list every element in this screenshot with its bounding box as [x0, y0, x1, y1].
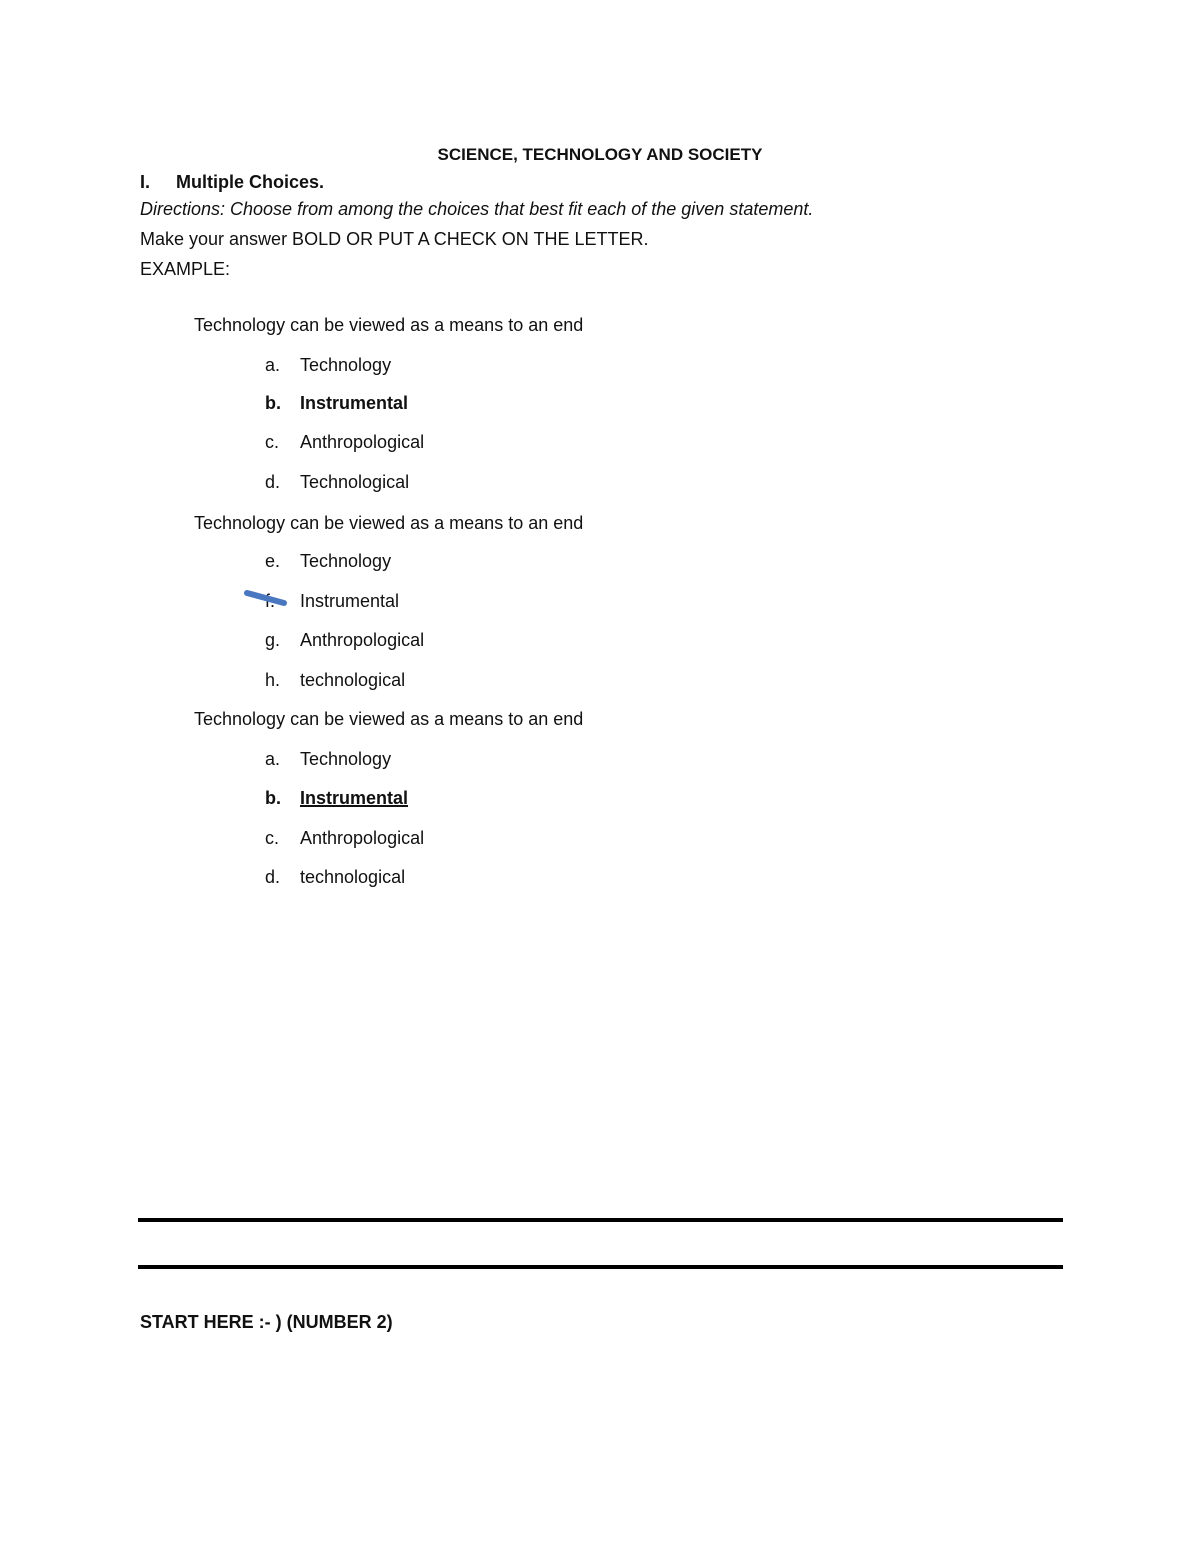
option-letter[interactable]: c. — [265, 828, 280, 848]
option-letter[interactable]: h. — [265, 670, 281, 690]
example-label: EXAMPLE: — [140, 259, 231, 279]
question-1-text: Technology can be viewed as a means to an end — [194, 315, 584, 335]
option-letter[interactable]: d. — [265, 867, 281, 887]
option-letter-checked[interactable]: f. — [265, 591, 276, 611]
option-letter[interactable]: c. — [265, 432, 280, 452]
option-text-selected: Instrumental — [300, 788, 409, 808]
document-title: SCIENCE, TECHNOLOGY AND SOCIETY — [437, 145, 763, 164]
option-text: Technology — [300, 551, 392, 571]
option-text: Anthropological — [300, 828, 425, 848]
option-letter[interactable]: d. — [265, 472, 281, 492]
directions-text: Directions: Choose from among the choices that best fit each of the given statement. — [140, 199, 814, 219]
instruction-text: Make your answer BOLD OR PUT A CHECK ON THE LETTER. — [140, 229, 649, 249]
option-text: Technology — [300, 355, 392, 375]
option-letter-selected[interactable]: b. — [265, 393, 281, 413]
question-3-text: Technology can be viewed as a means to an end — [194, 709, 584, 729]
option-text: technological — [300, 867, 406, 887]
option-letter[interactable]: g. — [265, 630, 281, 650]
start-here-label: START HERE :- ) (NUMBER 2) — [140, 1312, 393, 1332]
option-letter[interactable]: a. — [265, 749, 281, 769]
horizontal-rule — [138, 1265, 1063, 1269]
option-text-checked: Instrumental — [300, 591, 400, 611]
option-letter[interactable]: e. — [265, 551, 281, 571]
option-text: Anthropological — [300, 630, 425, 650]
option-text: Technological — [300, 472, 410, 492]
option-text: technological — [300, 670, 406, 690]
option-letter[interactable]: a. — [265, 355, 281, 375]
section-title: Multiple Choices. — [176, 172, 325, 192]
option-text: Technology — [300, 749, 392, 769]
horizontal-rule — [138, 1218, 1063, 1222]
section-number: I. — [140, 172, 151, 192]
check-mark-icon — [244, 588, 288, 610]
option-letter-selected[interactable]: b. — [265, 788, 281, 808]
option-text-selected: Instrumental — [300, 393, 409, 413]
option-text: Anthropological — [300, 432, 425, 452]
question-2-text: Technology can be viewed as a means to an end — [194, 513, 584, 533]
